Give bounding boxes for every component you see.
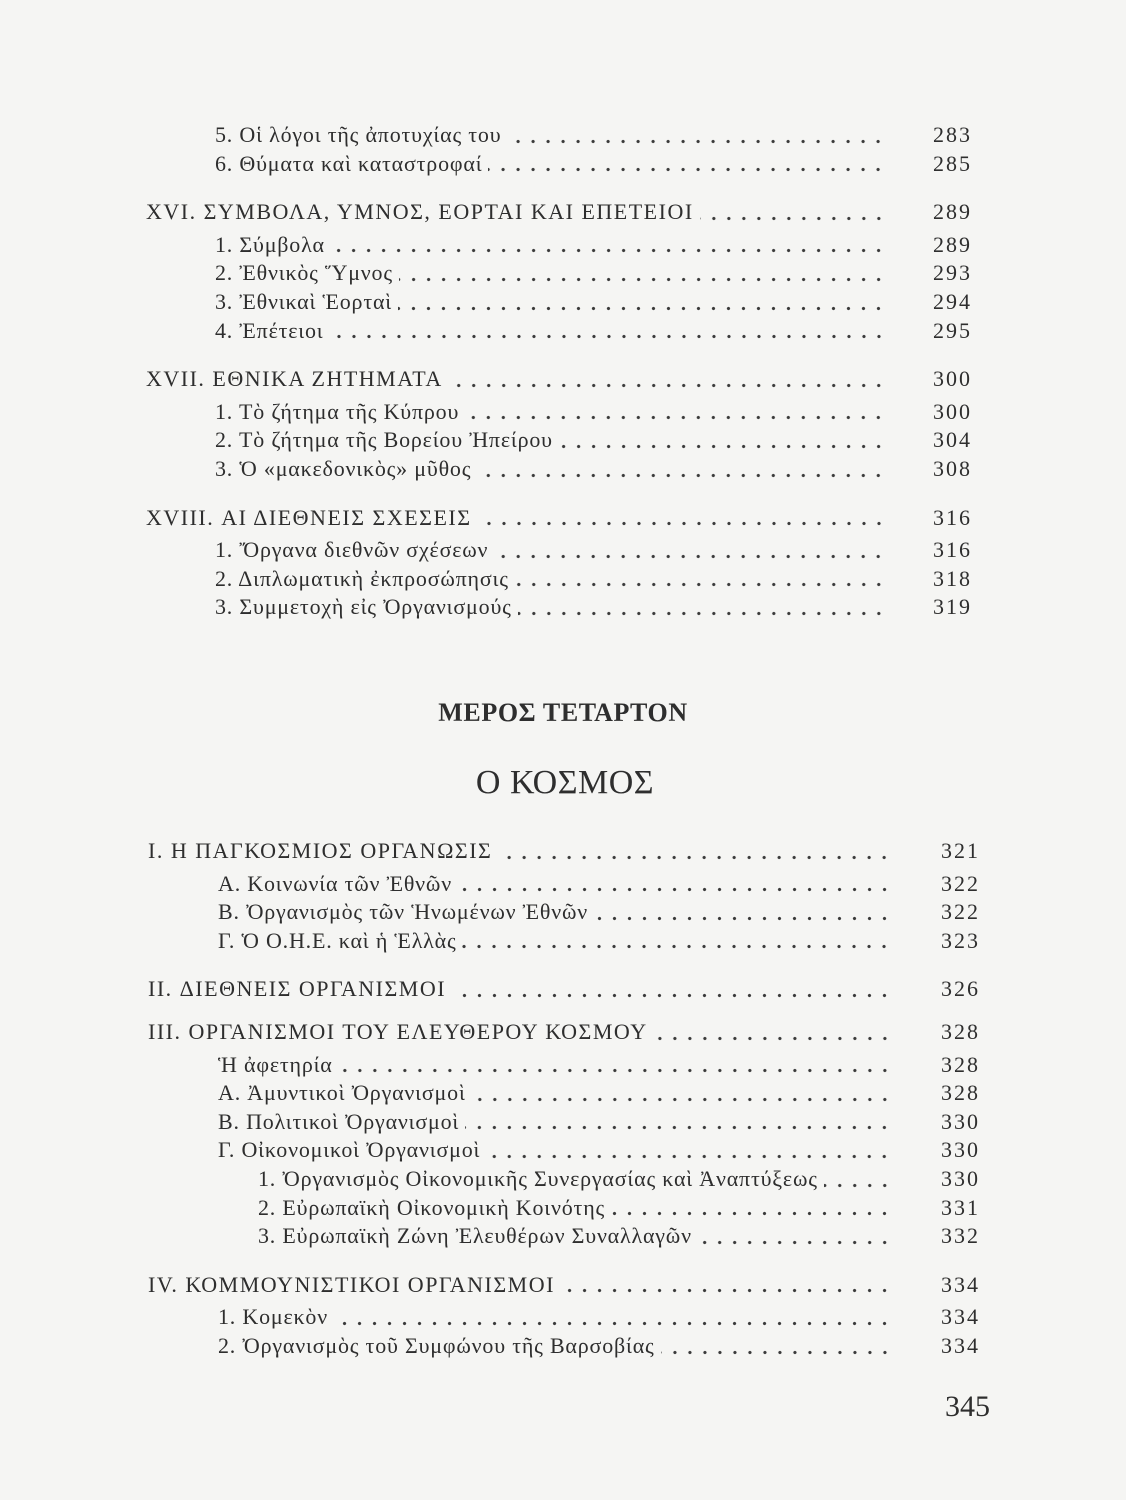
page-number: 345 xyxy=(945,1390,990,1423)
toc-entry-title: 1. Ὄργανα διεθνῶν σχέσεων xyxy=(215,537,489,563)
toc-subentry-page: 331 xyxy=(941,1194,980,1220)
toc-chapter-title: I. Η ΠΑΓΚΟΣΜΙΟΣ ΟΡΓΑΝΩΣΙΣ xyxy=(148,838,493,863)
dot-leader xyxy=(518,593,888,622)
toc-entry-page: 322 xyxy=(941,899,980,925)
part-title: Ο ΚΟΣΜΟΣ xyxy=(475,764,655,801)
toc-entry-title: 3. Ὁ «μακεδονικὸς» μῦθος xyxy=(215,455,472,481)
toc-entry xyxy=(148,1303,980,1332)
dot-leader xyxy=(478,504,888,533)
toc-entry-title: Β. Ὀργανισμὸς τῶν Ἡνωμένων Ἐθνῶν xyxy=(218,899,589,925)
toc-chapter-ii xyxy=(148,975,980,1004)
dot-leader xyxy=(458,870,894,899)
dot-leader xyxy=(334,1303,894,1332)
dot-leader xyxy=(515,565,888,594)
toc-chapter-page: 289 xyxy=(933,199,972,225)
dot-leader xyxy=(398,288,888,317)
toc-entry-page: 304 xyxy=(933,427,972,453)
toc-subentry xyxy=(148,1222,980,1251)
toc-entry-page: 316 xyxy=(933,537,972,563)
toc-entry xyxy=(148,1136,980,1165)
toc-entry-title: 2. Διπλωματικὴ ἐκπροσώπησις xyxy=(215,565,509,591)
toc-entry xyxy=(148,870,980,899)
toc-entry-page: 294 xyxy=(933,288,972,314)
dot-leader xyxy=(594,898,894,927)
toc-entry-title: 1. Κομεκὸν xyxy=(218,1304,328,1330)
dot-leader xyxy=(331,231,888,260)
toc-upper xyxy=(146,121,972,622)
toc-chapter-title: IV. ΚΟΜΜΟΥΝΙΣΤΙΚΟΙ ΟΡΓΑΝΙΣΜΟΙ xyxy=(148,1271,555,1297)
dot-leader xyxy=(561,1271,894,1300)
toc-entry-title: 6. Θύματα καὶ καταστροφαί xyxy=(215,150,483,176)
toc-entry-page: 285 xyxy=(933,150,972,176)
dot-leader xyxy=(661,1332,894,1361)
toc-entry-title: 1. Τὸ ζήτημα τῆς Κύπρου xyxy=(215,398,460,424)
toc-entry xyxy=(146,398,972,427)
toc-entry xyxy=(148,1051,980,1080)
toc-chapter-page: 328 xyxy=(941,1018,980,1044)
toc-entry xyxy=(146,121,972,150)
dot-leader xyxy=(611,1194,894,1223)
toc-chapter-xvii xyxy=(146,365,972,394)
dot-leader xyxy=(824,1165,894,1194)
dot-leader xyxy=(654,1018,894,1047)
toc-lower xyxy=(148,817,980,1361)
toc-entry xyxy=(146,536,972,565)
toc-entry-title: Α. Κοινωνία τῶν Ἐθνῶν xyxy=(218,870,452,896)
toc-chapter-page: 334 xyxy=(941,1271,980,1297)
toc-chapter-page: 300 xyxy=(933,366,972,392)
dot-leader xyxy=(465,398,888,427)
toc-entry-page: 323 xyxy=(941,927,980,953)
toc-entry-page: 330 xyxy=(941,1137,980,1163)
dot-leader xyxy=(700,198,888,227)
toc-entry-page: 328 xyxy=(941,1051,980,1077)
toc-entry xyxy=(146,455,972,484)
dot-leader xyxy=(330,317,888,346)
toc-entry-page: 289 xyxy=(933,231,972,257)
toc-chapter-xvi xyxy=(146,198,972,227)
toc-entry xyxy=(148,1079,980,1108)
toc-chapter-title: XVII. ΕΘΝΙΚΑ ΖΗΤΗΜΑΤΑ xyxy=(146,366,443,392)
toc-entry-page: 283 xyxy=(933,122,972,147)
toc-chapter-iv xyxy=(148,1271,980,1300)
toc-entry-title: Γ. Οἰκονομικοὶ Ὀργανισμοὶ xyxy=(218,1137,481,1163)
toc-entry-page: 308 xyxy=(933,455,972,481)
toc-entry xyxy=(146,231,972,260)
toc-entry-title: 2. Ἐθνικὸς Ὕμνος xyxy=(215,260,393,286)
toc-chapter-iii xyxy=(148,1018,980,1047)
dot-leader xyxy=(488,150,888,179)
toc-entry-title: Α. Ἀμυντικοὶ Ὀργανισμοὶ xyxy=(218,1080,466,1106)
toc-entry-page: 318 xyxy=(933,565,972,591)
toc-entry-title: 2. Ὀργανισμὸς τοῦ Συμφώνου τῆς Βαρσοβίας xyxy=(218,1332,655,1358)
toc-entry xyxy=(148,1332,980,1361)
toc-subentry-title: 3. Εὐρωπαϊκὴ Ζώνη Ἐλευθέρων Συναλλαγῶν xyxy=(258,1223,692,1249)
dot-leader xyxy=(472,1079,894,1108)
toc-entry-title: 3. Ἐθνικαὶ Ἑορταὶ xyxy=(215,288,393,314)
dot-leader xyxy=(399,259,888,288)
toc-entry-page: 334 xyxy=(941,1332,980,1358)
toc-subentry-page: 332 xyxy=(941,1223,980,1249)
dot-leader xyxy=(449,365,888,394)
toc-chapter-title: III. ΟΡΓΑΝΙΣΜΟΙ ΤΟΥ ΕΛΕΥΘΕΡΟΥ ΚΟΣΜΟΥ xyxy=(148,1018,648,1044)
dot-leader xyxy=(465,1108,894,1137)
toc-entry-page: 328 xyxy=(941,1080,980,1106)
toc-subentry-title: 2. Εὐρωπαϊκὴ Οἰκονομικὴ Κοινότης xyxy=(258,1194,606,1220)
dot-leader xyxy=(477,455,888,484)
toc-entry-title: Ἡ ἀφετηρία xyxy=(218,1051,333,1077)
toc-entry-page: 295 xyxy=(933,317,972,343)
toc-subentry xyxy=(148,1194,980,1223)
toc-subentry-page: 330 xyxy=(941,1165,980,1191)
toc-entry xyxy=(146,317,972,346)
dot-leader xyxy=(494,536,888,565)
toc-entry xyxy=(146,426,972,455)
dot-leader xyxy=(698,1222,894,1251)
toc-chapter-page: 316 xyxy=(933,504,972,530)
toc-entry-title: 2. Τὸ ζήτημα τῆς Βορείου Ἠπείρου xyxy=(215,427,553,453)
toc-entry-title: Γ. Ὁ Ο.Η.Ε. καὶ ἡ Ἑλλὰς xyxy=(218,927,457,953)
toc-entry xyxy=(146,288,972,317)
dot-leader xyxy=(339,1051,894,1080)
toc-chapter-page: 321 xyxy=(941,838,980,863)
toc-chapter-i xyxy=(148,837,980,866)
toc-entry xyxy=(146,593,972,622)
dot-leader xyxy=(452,975,894,1004)
dot-leader xyxy=(559,426,888,455)
toc-subentry xyxy=(148,1165,980,1194)
toc-entry-title: 4. Ἐπέτειοι xyxy=(215,317,324,343)
toc-entry-page: 330 xyxy=(941,1108,980,1134)
dot-leader xyxy=(486,1136,894,1165)
toc-entry-title: 5. Οἱ λόγοι τῆς ἀποτυχίας του xyxy=(215,122,502,147)
toc-chapter-title: XVIII. ΑΙ ΔΙΕΘΝΕΙΣ ΣΧΕΣΕΙΣ xyxy=(146,504,472,530)
toc-chapter-xviii xyxy=(146,504,972,533)
toc-entry xyxy=(146,150,972,179)
toc-entry xyxy=(148,1108,980,1137)
toc-entry xyxy=(146,259,972,288)
dot-leader xyxy=(507,121,888,150)
dot-leader xyxy=(498,837,894,866)
toc-entry xyxy=(146,565,972,594)
toc-entry-page: 300 xyxy=(933,398,972,424)
toc-chapter-title: II. ΔΙΕΘΝΕΙΣ ΟΡΓΑΝΙΣΜΟΙ xyxy=(148,976,447,1002)
toc-entry-title: 1. Σύμβολα xyxy=(215,231,325,257)
toc-subentry-title: 1. Ὀργανισμὸς Οἰκονομικῆς Συνεργασίας καὶ Ἀναπτύξεως xyxy=(258,1165,818,1191)
toc-entry-title: 3. Συμμετοχὴ εἰς Ὀργανισμούς xyxy=(215,594,512,620)
toc-entry-page: 293 xyxy=(933,260,972,286)
toc-chapter-page: 326 xyxy=(941,976,980,1002)
dot-leader xyxy=(462,927,894,956)
toc-entry xyxy=(148,927,980,956)
toc-entry-page: 322 xyxy=(941,870,980,896)
toc-entry xyxy=(148,898,980,927)
toc-chapter-title: XVI. ΣΥΜΒΟΛΑ, ΥΜΝΟΣ, ΕΟΡΤΑΙ ΚΑΙ ΕΠΕΤΕΙΟΙ xyxy=(146,199,694,225)
toc-entry-page: 334 xyxy=(941,1304,980,1330)
toc-entry-page: 319 xyxy=(933,594,972,620)
toc-entry-title: Β. Πολιτικοὶ Ὀργανισμοὶ xyxy=(218,1108,460,1134)
part-heading: ΜΕΡΟΣ ΤΕΤΑΡΤΟΝ xyxy=(438,698,688,727)
